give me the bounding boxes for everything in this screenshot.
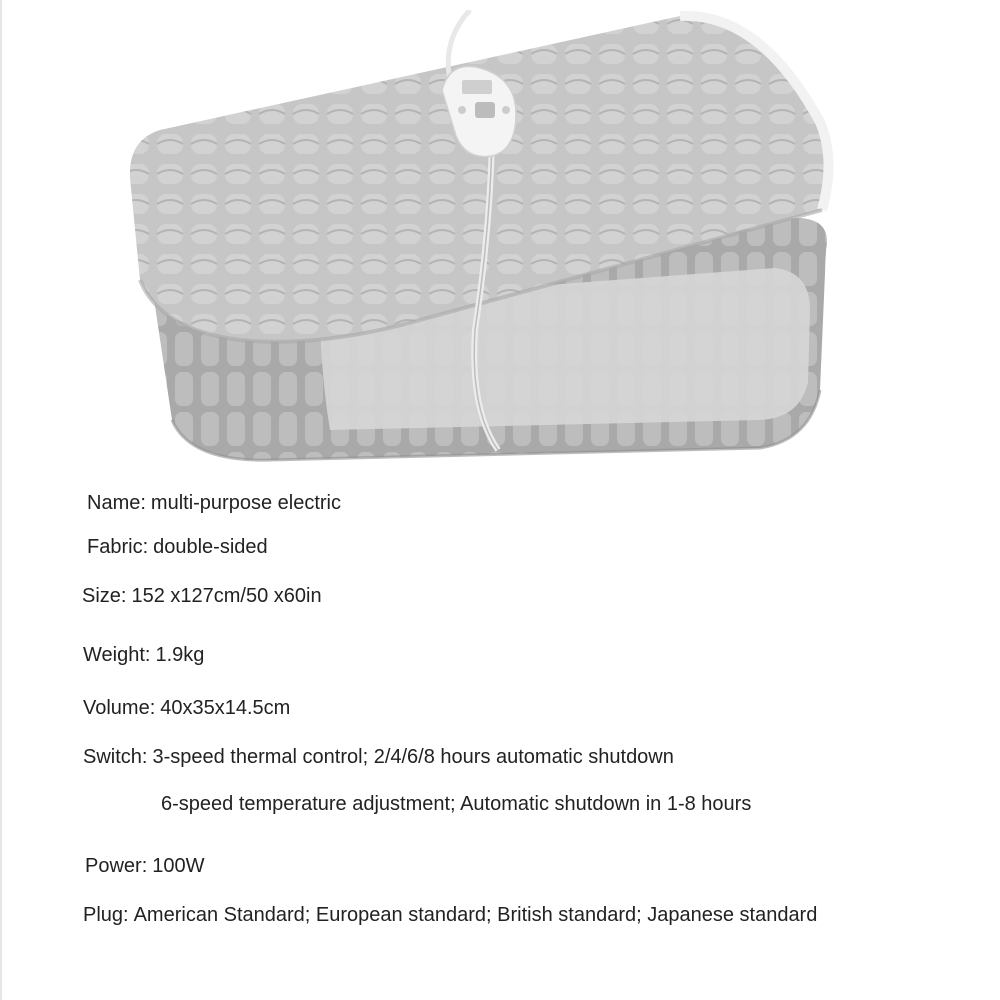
spec-switch-label: Switch: — [83, 746, 148, 768]
spec-fabric-label: Fabric: — [87, 536, 149, 558]
spec-switch-value: 3-speed thermal control; 2/4/6/8 hours automatic shutdown — [152, 746, 674, 768]
spec-power-label: Power: — [85, 855, 148, 877]
spec-name — [87, 491, 341, 515]
spec-weight — [83, 643, 204, 667]
spec-plug-label: Plug: — [83, 904, 129, 926]
electric-blanket-image — [120, 10, 850, 470]
spec-size-value: 152 x127cm/50 x60in — [131, 585, 322, 607]
spec-volume — [83, 696, 290, 720]
spec-power — [85, 854, 205, 878]
spec-name-value: multi-purpose electric — [150, 492, 341, 514]
spec-switch-value-2: 6-speed temperature adjustment; Automatic shutdown in 1-8 hours — [161, 793, 752, 815]
spec-power-value: 100W — [152, 855, 205, 877]
spec-name-label: Name: — [87, 492, 146, 514]
spec-switch-continued — [161, 792, 751, 816]
spec-size — [82, 584, 322, 608]
page-edge-divider — [0, 0, 2, 1000]
spec-size-label: Size: — [82, 585, 127, 607]
spec-weight-label: Weight: — [83, 644, 151, 666]
spec-fabric-value: double-sided — [153, 536, 268, 558]
controller-display-icon — [462, 80, 492, 94]
spec-volume-value: 40x35x14.5cm — [160, 697, 291, 719]
spec-switch — [83, 745, 674, 769]
controller-button-icon — [475, 102, 495, 118]
spec-fabric — [87, 535, 268, 559]
controller-knob-icon — [502, 106, 510, 114]
spec-volume-label: Volume: — [83, 697, 156, 719]
spec-weight-value: 1.9kg — [155, 644, 205, 666]
spec-plug-value: American Standard; European standard; British standard; Japanese standard — [133, 904, 818, 926]
controller-knob-icon — [458, 106, 466, 114]
spec-plug — [83, 903, 817, 927]
